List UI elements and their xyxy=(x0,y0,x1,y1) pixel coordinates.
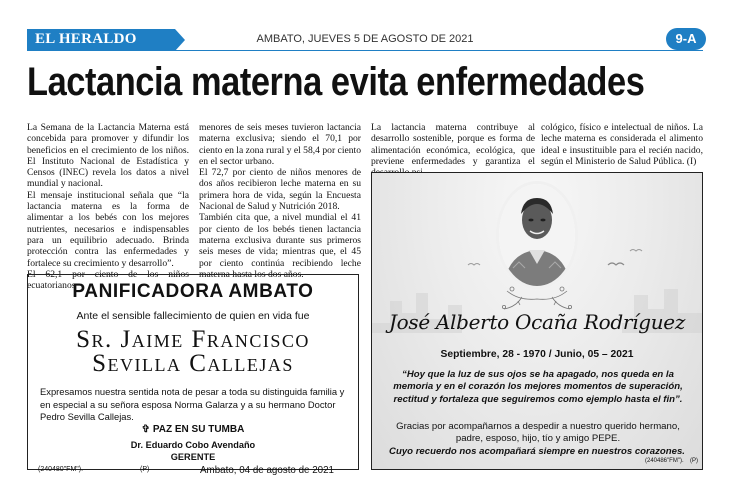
article-column-1 xyxy=(27,122,189,291)
ad-code: (240480"FM"). xyxy=(38,466,84,473)
article-column-3 xyxy=(371,122,535,178)
signer-role: GERENTE xyxy=(170,452,216,462)
deceased-name-line-2: Sevilla Callejas xyxy=(92,350,294,377)
article-paragraph: menores de seis meses tuvieron lactancia materna exclusiva; siendo el 70,1 por ciento en la zona rural y el 58,4 por ciento en el sector urbano. xyxy=(199,122,361,167)
deceased-name-line-1: Sr. Jaime Francisco xyxy=(76,326,310,353)
floral-ornament xyxy=(502,287,571,309)
article-paragraph: La lactancia materna contribuye al desarrollo sostenible, porque es forma de alimentación económica, ecológica, que previene enfermedades y garantiza el xyxy=(371,122,535,167)
newspaper-brand: EL HERALDO xyxy=(35,31,137,47)
page-number-badge: 9-A xyxy=(666,28,706,50)
life-dates: Septiembre, 28 - 1970 / Junio, 05 – 2021 xyxy=(440,349,634,360)
article-paragraph: La Semana de la Lactancia Materna está concebida para promover y difundir los beneficios en el crecimiento de los niños. El Instituto Nacional de Estadística y Censos (INEC) revela los datos a nivel mundial y nacional. xyxy=(27,122,189,190)
place-and-date: Ambato, 04 de agosto de 2021 xyxy=(200,465,334,476)
article-paragraph: El mensaje institucional señala que “la lactancia materna es la forma de alimentar a los bebés con los mejores nutrientes, necesarios e indispensables para un equilibrio adecuado. Brinda protección contra las enfermedades y fortalece su crecimiento y desarrollo”. xyxy=(27,189,189,269)
article-column-4 xyxy=(541,122,703,167)
header-rule xyxy=(27,50,703,51)
thanks-text: Gracias por acompañarnos a despedir a nuestro querido hermano, padre, esposo, hijo, tío y amigo PEPE. xyxy=(396,421,680,445)
ad-paid-mark: (P) xyxy=(690,458,698,464)
condolence-text: Expresamos nuestra sentida nota de pesar a toda su distinguida familia y en especial a su señora esposa Norma Galarza y a su hermano Doctor Pedro Sevilla Callejas. xyxy=(40,386,345,422)
article-paragraph: El 62,1 por ciento de los niños ecuatorianos xyxy=(27,268,189,292)
deceased-portrait xyxy=(496,181,578,289)
memorial-quote: “Hoy que la luz de sus ojos se ha apagado, nos queda en la memoria y en el corazón los mejores momentos de superación, rectitud y fortaleza que seguiremos como ejemplo hasta el fin”. xyxy=(393,369,683,405)
notice-intro: Ante el sensible fallecimiento de quien en vida fue xyxy=(76,310,310,322)
bird-icon xyxy=(468,264,480,266)
notice-title: PANIFICADORA AMBATO xyxy=(72,281,314,302)
article-paragraph: El 72,7 por ciento de niños menores de dos años recibieron leche materna en su primera hora de vida, según la Encuesta Nacional de Salud y Nutrición 2018. xyxy=(199,167,361,213)
ad-paid-mark: (P) xyxy=(140,466,150,473)
memorial-notice xyxy=(371,172,703,470)
rest-in-peace-line: ✞ PAZ EN SU TUMBA xyxy=(141,424,245,435)
article-headline: Lactancia materna evita enfermedades xyxy=(27,60,645,104)
edition-date: AMBATO, JUEVES 5 DE AGOSTO DE 2021 xyxy=(256,33,474,45)
bird-icon xyxy=(608,263,624,265)
article-paragraph: cológico, físico e intelectual de niños. La leche materna es considerada el alimento ideal e insustituible para el recién nacido, según el Ministerio de Salud Pública. (I) xyxy=(541,122,703,167)
memory-line: Cuyo recuerdo nos acompañará siempre en nuestros corazones. xyxy=(389,446,685,457)
article-paragraph: También cita que, a nivel mundial el 41 por ciento de los bebés tienen lactancia materna exclusiva durante sus primeros seis meses de vida; mientras que, el 45 por ciento continúa recibiendo leche materna hasta los dos años. xyxy=(199,212,361,280)
obituary-notice-panificadora xyxy=(27,274,359,476)
newspaper-brand-tab xyxy=(27,29,175,51)
portrait-silhouette xyxy=(499,184,575,286)
signer-name: Dr. Eduardo Cobo Avendaño xyxy=(130,440,256,450)
deceased-name: José Alberto Ocaña Rodríguez xyxy=(388,310,686,334)
ad-code: (240486"FM"). xyxy=(645,458,684,464)
bird-icon xyxy=(630,250,642,252)
article-column-2 xyxy=(199,122,361,280)
